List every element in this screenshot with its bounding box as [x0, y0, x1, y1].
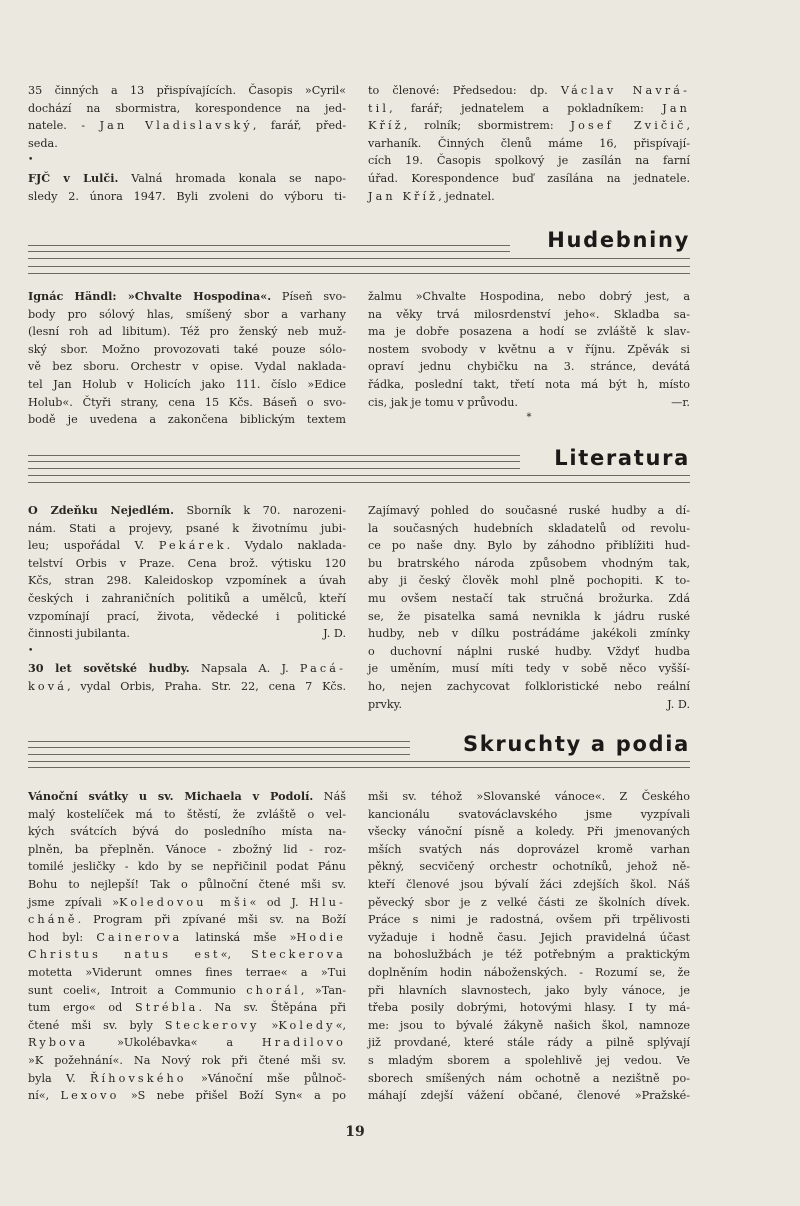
- text-line: [28, 590, 346, 608]
- text-line: [368, 590, 690, 608]
- text-run: Valná hromada konala se napo-: [118, 171, 347, 185]
- section-heading-hudebniny: [28, 228, 690, 276]
- staff-rule: [28, 475, 690, 476]
- text-line: [28, 555, 346, 573]
- text-line: [28, 788, 346, 806]
- section-3-right-column: [368, 788, 690, 1105]
- author-signature: J. D.: [323, 627, 346, 641]
- text-run: sunt coeli«, Introit a Communio: [28, 983, 247, 997]
- text-run: při hlavních slavnostech, jako byly vánoce, je: [368, 983, 690, 997]
- author-signature: J. D.: [667, 697, 690, 711]
- text-line: [368, 982, 690, 1000]
- text-line: [28, 999, 346, 1017]
- text-run: hudby, neb v dílku postrádáme jakékoli zmínky: [368, 627, 690, 641]
- spaced-name: Josef Zvičič: [570, 119, 687, 133]
- text-run: «,: [335, 1018, 347, 1032]
- text-line: [28, 964, 346, 982]
- text-line: [28, 572, 346, 590]
- spaced-name: Kříž: [368, 119, 404, 133]
- text-run: ho, nejen zachycovat folkloristické nebo reální: [368, 679, 690, 693]
- section-1-right-column: [368, 288, 690, 425]
- paragraph: [28, 502, 346, 643]
- article-title: Ignác Händl: »Chvalte Hospodina«.: [28, 289, 272, 303]
- spaced-name: Hodie: [296, 930, 347, 944]
- section-heading-skruchty-a-podia: [28, 725, 690, 773]
- spaced-name: cháně: [28, 913, 78, 927]
- text-run: Píseň svo-: [271, 290, 346, 303]
- section-2-right-column: [368, 502, 690, 713]
- text-line: [368, 170, 690, 188]
- text-run: telství Orbis v Praze. Cena brož. výtisku 120: [28, 556, 346, 570]
- staff-rule: [28, 273, 690, 274]
- text-run: je uměním, musí míti tedy v sobě něco vyšší-: [368, 662, 690, 676]
- heading-title: Literatura: [554, 446, 690, 470]
- text-run: ma je dobře posazena a hodí se zvláště k slav-: [368, 325, 690, 339]
- text-run: malý kostelíček má to štěstí, že zvláště o vel-: [28, 807, 346, 821]
- text-run: (lesní roh ad libitum). Též pro ženský neb muž-: [28, 325, 346, 339]
- text-line: [28, 170, 346, 188]
- text-line: [28, 608, 346, 626]
- text-line: [28, 1017, 346, 1035]
- section-heading-literatura: [28, 440, 690, 488]
- text-line: [368, 82, 690, 100]
- text-run: Napsala A. J.: [189, 662, 300, 676]
- text-run: mších svatých nás doprovázel kromě varhan: [368, 842, 690, 856]
- text-run: mu ovšem nestačí tak stručná brožurka. Zdá: [368, 591, 690, 605]
- article-title: O Zdeňku Nejedlém.: [28, 503, 174, 517]
- text-run: činnosti jubilanta.: [28, 627, 130, 641]
- staff-rule: [28, 482, 690, 483]
- text-line: [28, 823, 346, 841]
- text-run: řádka, poslední takt, třetí nota má být h, místo: [368, 377, 690, 391]
- text-line: [368, 841, 690, 859]
- text-line: [368, 660, 690, 678]
- text-run: tomilé jesličky - kdo by se nepřičinil podat Pánu: [28, 860, 346, 874]
- text-run: s mladým sborem a spolehlivě jej vedou. Ve: [368, 1053, 690, 1067]
- spaced-name: Steckerovy: [164, 1018, 260, 1032]
- text-run: hod byl:: [28, 930, 97, 944]
- text-run: , jednatel.: [438, 189, 495, 203]
- text-run: sledy 2. února 1947. Byli zvoleni do výboru ti-: [28, 189, 346, 203]
- text-run: »: [259, 1018, 279, 1032]
- section-0-right-column: [368, 82, 690, 205]
- text-line: [28, 288, 346, 306]
- text-run: »K požehnání«. Na Nový rok při čtené mši sv.: [28, 1053, 346, 1067]
- staff-rule: [28, 461, 520, 462]
- text-run: Sborník k 70. narozeni-: [173, 504, 347, 517]
- paragraph: [368, 788, 690, 1105]
- text-line: [368, 288, 690, 306]
- text-line: [368, 858, 690, 876]
- text-line: [368, 537, 690, 555]
- author-signature: —r.: [671, 395, 690, 409]
- text-run: . Program při zpívané mši sv. na Boží: [77, 913, 346, 927]
- text-run: máhají zdejší vážení občané, členové »Pražské-: [368, 1089, 690, 1103]
- spaced-name: Václav Navrá-: [560, 84, 690, 97]
- staff-rule: [28, 767, 690, 768]
- text-line: [28, 660, 346, 678]
- spaced-name: chorál: [246, 983, 301, 997]
- text-run: mši sv. téhož »Slovanské vánoce«. Z Českého: [368, 790, 690, 803]
- text-line: [368, 100, 690, 118]
- spaced-name: Jan: [662, 101, 690, 115]
- text-run: , vydal Orbis, Praha. Str. 22, cena 7 Kčs.: [67, 679, 346, 693]
- text-line: [28, 982, 346, 1000]
- text-run: ce po naše dny. Bylo by záhodno přiblížiti hud-: [368, 539, 690, 553]
- spaced-name: Lexovo: [60, 1089, 120, 1103]
- text-run: Holub«. Čtyři strany, cena 15 Kčs. Báseň o svo-: [28, 395, 346, 409]
- spaced-name: til: [368, 101, 390, 115]
- text-line: [28, 376, 346, 394]
- text-run: me: jsou to bývalé žákyně našich škol, namnoze: [368, 1018, 690, 1032]
- spaced-name: Koledy: [278, 1018, 336, 1032]
- text-line: [28, 946, 346, 964]
- text-line: [368, 306, 690, 324]
- text-run: seda.: [28, 136, 58, 150]
- text-run: českých i zahraničních politiků a umělců, kteří: [28, 591, 346, 605]
- text-run: , farář, před-: [252, 119, 347, 133]
- text-line: [368, 678, 690, 696]
- paragraph: [28, 288, 346, 429]
- text-run: již provdané, které stále rády a pilně splývají: [368, 1036, 690, 1050]
- text-line: [28, 358, 346, 376]
- text-run: , rolník; sbormistrem:: [403, 119, 571, 133]
- text-line: [368, 946, 690, 964]
- spaced-name: ková: [28, 679, 68, 693]
- text-line: [368, 376, 690, 394]
- text-line: [28, 1070, 346, 1088]
- paragraph-bullet: •: [28, 155, 34, 166]
- text-run: kých svátcích bývá do posledního místa na-: [28, 825, 346, 839]
- text-run: pěkný, secvičený orchestr ochotníků, jehož ně-: [368, 860, 690, 874]
- text-run: čtené mši sv. byly: [28, 1018, 165, 1032]
- text-run: Kčs, stran 298. Kaleidoskop vzpomínek a úvah: [28, 574, 346, 588]
- staff-rule: [28, 741, 410, 742]
- text-line: [28, 537, 346, 555]
- text-run: motetta »Viderunt omnes fines terrae« a »Tui: [28, 965, 346, 979]
- text-line: [28, 502, 346, 520]
- text-line: [28, 806, 346, 824]
- staff-rule: [28, 747, 410, 748]
- text-line: [368, 1070, 690, 1088]
- text-line: [28, 188, 346, 206]
- text-run: . Na sv. Štěpána při: [198, 1001, 346, 1015]
- text-line: [368, 188, 690, 206]
- text-line: [28, 341, 346, 359]
- text-run: o duchovní náplni ruské hudby. Vždyť hudba: [368, 644, 690, 658]
- text-line: [28, 678, 346, 696]
- text-run: vyžaduje i hodně času. Jejich pravidelná účast: [368, 930, 690, 944]
- text-line: [368, 823, 690, 841]
- text-run: vzpomínají prací, života, vědecké i politické: [28, 609, 346, 623]
- paragraph: [28, 82, 346, 152]
- text-line: [368, 806, 690, 824]
- text-run: , farář; jednatelem a pokladníkem:: [389, 101, 663, 115]
- text-line: [368, 502, 690, 520]
- text-run: doplněním hodin náboženských. - Rozumí se, že: [368, 965, 690, 979]
- spaced-name: Koledovou mši: [119, 895, 250, 909]
- text-line: [28, 411, 346, 429]
- text-run: byla V.: [28, 1071, 90, 1085]
- spaced-name: Jan Vladislavský: [99, 119, 253, 133]
- text-run: sborech smíšených nám ochotně a nezištně po-: [368, 1071, 690, 1085]
- text-run: leu; uspořádal V.: [28, 539, 159, 553]
- text-line: [368, 1017, 690, 1035]
- paragraph: [28, 660, 346, 695]
- text-line: [28, 135, 346, 153]
- text-line: [368, 1052, 690, 1070]
- spaced-name: Steckerova: [251, 948, 346, 962]
- text-line: [368, 323, 690, 341]
- text-run: Práce s nimi je radostná, ovšem při trpělivosti: [368, 913, 690, 927]
- text-line: [368, 1087, 690, 1105]
- paragraph-bullet: •: [28, 645, 34, 656]
- text-run: tel Jan Holub v Holicích jako 111. číslo »Edice: [28, 377, 346, 391]
- text-line: [368, 152, 690, 170]
- section-0-left-column: [28, 82, 346, 205]
- text-line: [368, 341, 690, 359]
- text-run: body pro sólový hlas, smíšený sbor a varhany: [28, 307, 346, 321]
- text-run: kteří členové jsou bývalí žáci zdejších škol. Náš: [368, 877, 690, 891]
- text-run: cích 19. Časopis spolkový je zasílán na farní: [368, 154, 690, 168]
- section-1-left-column: [28, 288, 346, 429]
- text-line: [368, 999, 690, 1017]
- staff-rule: [28, 245, 510, 246]
- text-run: latinská mše »: [182, 930, 297, 944]
- text-run: »Ukolébavka« a: [88, 1036, 262, 1050]
- text-run: opraví jednu chybičku na 3. stránce, devátá: [368, 360, 690, 374]
- spaced-name: Hradilovo: [261, 1036, 346, 1050]
- text-run: Bohu to nejlepší! Tak o půlnoční čtené mši sv.: [28, 877, 346, 891]
- text-line: [28, 911, 346, 929]
- text-line: [28, 520, 346, 538]
- text-run: to členové: Předsedou: dp.: [368, 84, 561, 97]
- page-number: 19: [345, 1124, 365, 1140]
- text-line: [28, 1052, 346, 1070]
- staff-rule: [28, 251, 510, 252]
- spaced-name: Christus natus est: [28, 948, 221, 962]
- text-line: [28, 100, 346, 118]
- staff-rule: [28, 754, 410, 755]
- text-run: plněn, ba přeplněn. Vánoce - zbožný lid - roz-: [28, 842, 346, 856]
- text-line: [28, 858, 346, 876]
- paragraph: [28, 170, 346, 205]
- text-run: všecky vánoční písně a koledy. Při jmenovaných: [368, 825, 690, 839]
- text-line: [368, 929, 690, 947]
- text-run: vě bez sboru. Orchestr v opise. Vydal naklada-: [28, 360, 346, 374]
- text-line: [28, 894, 346, 912]
- text-line: [28, 1034, 346, 1052]
- text-run: 35 činných a 13 přispívajících. Časopis »Cyril«: [28, 84, 346, 97]
- text-run: nostem svobody v květnu a v říjnu. Zpěvák si: [368, 342, 690, 356]
- spaced-name: Pacá-: [299, 662, 347, 676]
- text-line: [28, 841, 346, 859]
- staff-rule: [28, 468, 520, 469]
- text-line: [368, 358, 690, 376]
- text-run: la současných hudebních skladatelů od revolu-: [368, 521, 690, 535]
- text-run: . Vydalo naklada-: [226, 539, 346, 553]
- text-run: »Vánoční mše půlnoč-: [186, 1071, 346, 1085]
- text-line: [28, 625, 346, 643]
- text-line: [368, 964, 690, 982]
- paragraph: [28, 788, 346, 1105]
- text-line: [368, 1034, 690, 1052]
- text-line: [368, 911, 690, 929]
- text-line: [28, 876, 346, 894]
- staff-rule: [28, 455, 520, 456]
- text-run: třeba posily dobrými, hotovými hlasy. I ty má-: [368, 1001, 690, 1015]
- text-run: kancionálu svatováclavského jsme vyzpívali: [368, 807, 690, 821]
- text-run: ,: [686, 119, 690, 133]
- text-run: »S nebe přišel Boží Syn« a po: [119, 1089, 346, 1103]
- text-run: dochází na sbormistra, korespondence na jed-: [28, 101, 346, 115]
- text-run: Náš: [313, 790, 346, 803]
- text-run: varhaník. Činných členů máme 16, přispívají-: [368, 136, 690, 150]
- article-title: FJČ v Lulči.: [28, 170, 119, 185]
- text-run: úřad. Korespondence buď zasílána na jednatele.: [368, 171, 690, 185]
- text-run: na věky trvá milosrdenství jeho«. Skladba sa-: [368, 307, 690, 321]
- text-line: [368, 572, 690, 590]
- text-run: cis, jak je tomu v průvodu.: [368, 395, 518, 409]
- staff-rule: [28, 266, 690, 267]
- heading-title: Skruchty a podia: [462, 732, 690, 756]
- text-line: [28, 394, 346, 412]
- text-line: [368, 394, 690, 412]
- text-line: [368, 555, 690, 573]
- text-run: , »Tan-: [300, 983, 346, 997]
- text-run: Zajímavý pohled do současné ruské hudby a dí-: [368, 504, 690, 517]
- article-title: Vánoční svátky u sv. Michaela v Podolí.: [28, 789, 314, 803]
- text-line: [368, 625, 690, 643]
- spaced-name: Cainerova: [96, 930, 183, 944]
- text-run: na bohoslužbách je též potřebným a praktickým: [368, 948, 690, 962]
- paragraph: [368, 502, 690, 713]
- text-line: [368, 520, 690, 538]
- paragraph: [368, 288, 690, 411]
- text-line: [28, 929, 346, 947]
- spaced-name: Hlu-: [309, 895, 346, 909]
- text-run: nám. Stati a projevy, psané k životnímu jubi-: [28, 521, 346, 535]
- text-run: «,: [220, 948, 252, 962]
- text-run: tum ergo« od: [28, 1001, 135, 1015]
- text-line: [28, 82, 346, 100]
- text-run: jsme zpívali »: [28, 895, 120, 909]
- spaced-name: Strébla: [134, 1001, 199, 1015]
- spaced-name: Rybova: [28, 1036, 89, 1050]
- text-run: aby ji český člověk mohl plně pochopiti. K to-: [368, 574, 690, 588]
- text-line: [368, 643, 690, 661]
- text-run: bu bratrského národa způsobem vhodným tak,: [368, 556, 690, 570]
- text-run: bodě je uvedena a zakončena biblickým textem: [28, 413, 346, 427]
- text-line: [368, 788, 690, 806]
- spaced-name: Pekárek: [158, 539, 227, 553]
- text-line: [368, 117, 690, 135]
- text-run: natele. -: [28, 119, 100, 133]
- paragraph: [368, 82, 690, 205]
- text-line: [368, 696, 690, 714]
- text-run: ský sbor. Možno provozovati také pouze sólo-: [28, 342, 346, 356]
- text-line: [28, 306, 346, 324]
- text-line: [368, 894, 690, 912]
- text-line: [368, 135, 690, 153]
- text-run: prvky.: [368, 697, 402, 711]
- text-line: [28, 323, 346, 341]
- section-2-left-column: [28, 502, 346, 696]
- staff-rule: [28, 258, 690, 259]
- staff-rule: [28, 761, 690, 762]
- text-run: se, že pisatelka samá nevnikla k jádru ruské: [368, 609, 690, 623]
- spaced-name: Říhovského: [89, 1071, 187, 1085]
- text-line: [28, 117, 346, 135]
- text-run: ní«,: [28, 1089, 61, 1103]
- text-line: [28, 1087, 346, 1105]
- heading-title: Hudebniny: [547, 228, 690, 252]
- text-run: « od J.: [249, 895, 310, 909]
- text-line: [368, 876, 690, 894]
- section-3-left-column: [28, 788, 346, 1105]
- spaced-name: Jan Kříž: [368, 189, 439, 203]
- text-line: [368, 608, 690, 626]
- text-run: žalmu »Chvalte Hospodina, nebo dobrý jest, a: [368, 290, 690, 303]
- section-end-asterisk: *: [526, 412, 532, 424]
- article-title: 30 let sovětské hudby.: [28, 661, 190, 676]
- text-run: pěvecký sbor je z velké části ze školních dívek.: [368, 895, 690, 909]
